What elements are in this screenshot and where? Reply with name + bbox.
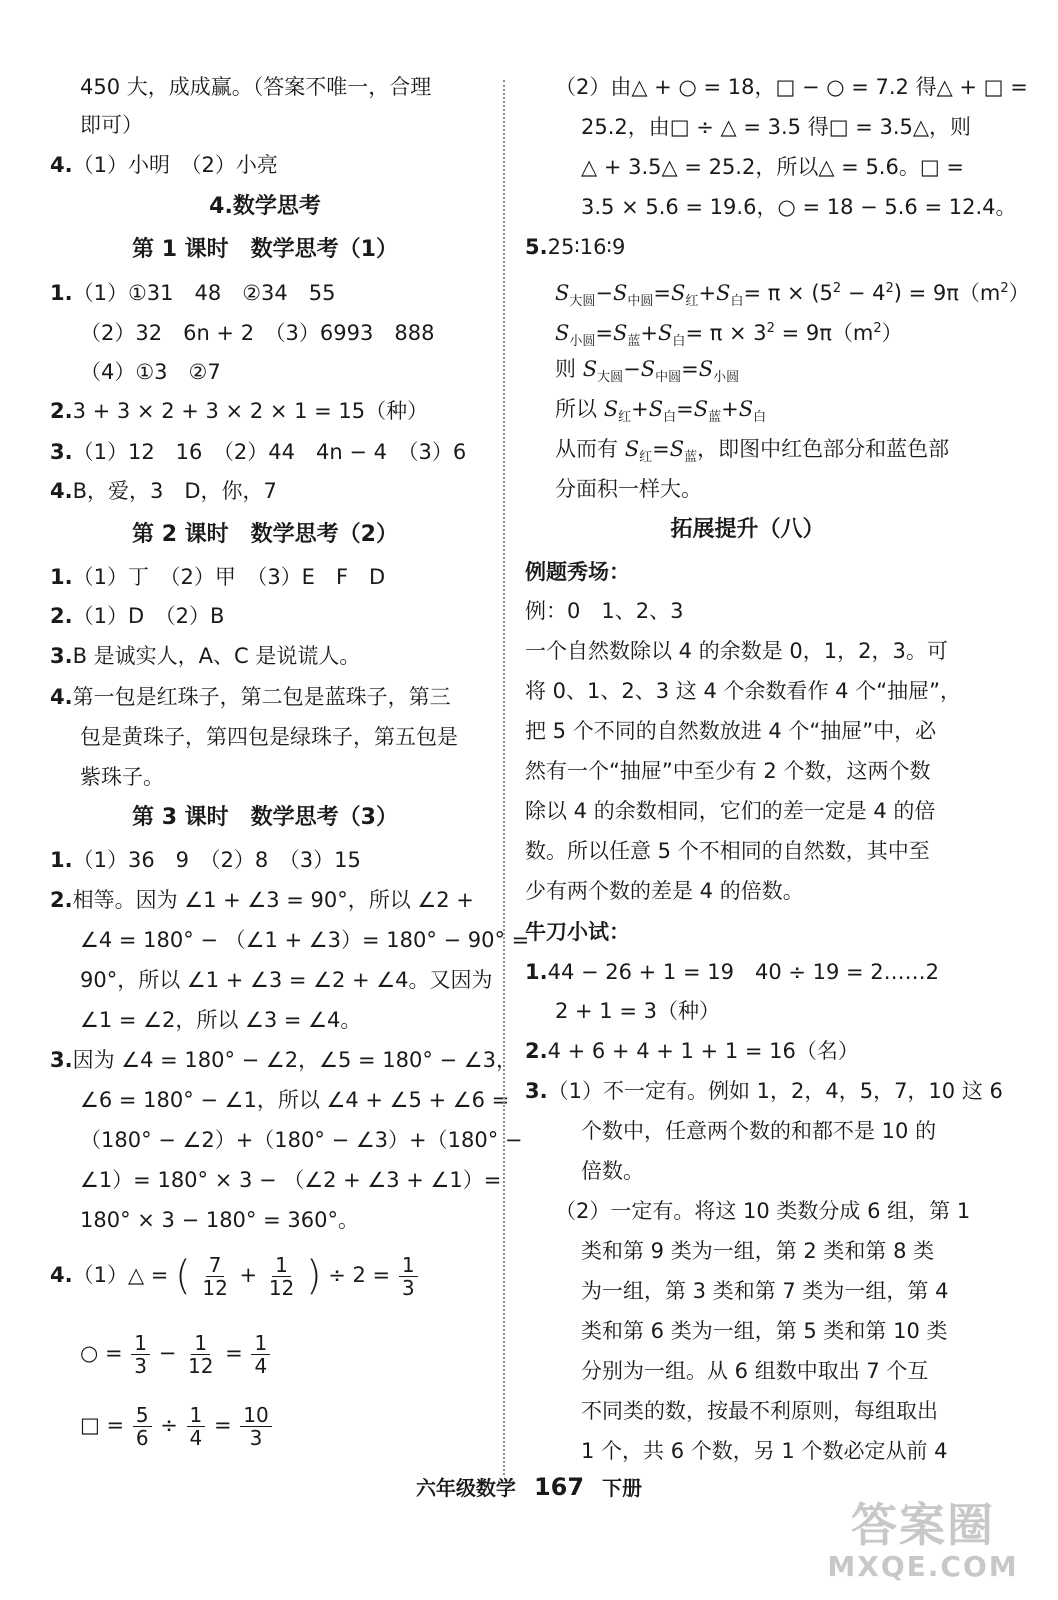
subscript: 大圆: [597, 370, 624, 386]
item-text: （1）36 9 （2）8 （3）15: [72, 848, 361, 872]
item-number: 2.: [50, 604, 73, 628]
answer-item: [50, 1045, 517, 1075]
answer-item: [525, 957, 939, 987]
page-footer: [0, 1472, 1058, 1501]
area-equation: [555, 274, 1030, 310]
grade-label: 六年级数学: [415, 1476, 516, 1500]
item-text: （1）12 16 （2）44 4n − 4 （3）6: [72, 440, 467, 464]
item-number: 1.: [50, 565, 73, 589]
subscript: 白: [730, 294, 744, 310]
subscript: 白: [672, 334, 686, 350]
answer-item: [50, 845, 361, 875]
equation-text: 则: [555, 357, 583, 381]
operator: +: [698, 281, 717, 305]
subscript: 小圆: [713, 370, 740, 386]
operator: +: [640, 321, 659, 345]
item-number: 2.: [50, 888, 73, 912]
text-line: （180° − ∠2）+（180° − ∠3）+（180° −: [80, 1128, 523, 1152]
numerator: 1: [131, 1332, 150, 1355]
answer-item: [50, 885, 474, 915]
answer-item: [525, 1076, 1003, 1106]
text-line: 为一组，第 3 类和第 7 类为一组，第 4: [581, 1279, 949, 1303]
column-divider: [503, 80, 505, 1475]
lesson-title: 第 3 课时 数学思考（3）: [132, 805, 398, 830]
equation-text: □ =: [80, 1413, 125, 1437]
text-line: 90°，所以 ∠1 + ∠3 = ∠2 + ∠4。又因为: [80, 968, 493, 992]
text-line: 紫珠子。: [80, 765, 164, 789]
answer-item: [50, 476, 277, 506]
denominator: 3: [249, 1425, 263, 1450]
subscript: 红: [639, 450, 653, 466]
item-text: B 是诚实人，A、C 是说谎人。: [72, 644, 361, 668]
superscript: 2: [766, 321, 775, 336]
answer-item: [50, 641, 360, 671]
text-line: 个数中，任意两个数的和都不是 10 的: [581, 1119, 937, 1143]
answer-item: [50, 278, 336, 308]
page-number: 167: [533, 1473, 585, 1501]
operator: −: [595, 281, 614, 305]
equation-text: ÷ 2 =: [328, 1263, 391, 1287]
symbol-s: S: [555, 281, 570, 305]
numerator: 1: [399, 1254, 418, 1277]
operator: =: [653, 281, 672, 305]
fraction: [399, 1254, 418, 1299]
symbol-s: S: [671, 281, 686, 305]
operator: =: [213, 1413, 232, 1437]
text-line: ∠1）= 180° × 3 − （∠2 + ∠3 + ∠1）=: [80, 1168, 502, 1192]
equation-text: = π × 3: [685, 321, 767, 345]
text-line: 例：0 1、2、3: [525, 599, 684, 623]
item-number: 4.: [50, 1263, 73, 1287]
fraction-equation: [80, 1326, 272, 1380]
item-number: 4.: [50, 685, 73, 709]
answer-item: [50, 396, 428, 426]
equation-text: = 9π（m: [774, 321, 874, 345]
denominator: 3: [134, 1353, 148, 1378]
answer-item: [50, 437, 466, 467]
operator: =: [595, 321, 614, 345]
fraction: [131, 1332, 150, 1377]
item-text: （1）①31 48 ②34 55: [72, 281, 336, 305]
answer-item: [525, 232, 625, 262]
operator: ÷: [160, 1413, 178, 1437]
text-line: 不同类的数，按最不利原则，每组取出: [581, 1399, 938, 1423]
equation-text: ○ =: [80, 1341, 123, 1365]
item-text: （1）丁 （2）甲 （3）E F D: [72, 565, 386, 589]
item-text: 相等。因为 ∠1 + ∠3 = 90°，所以 ∠2 +: [72, 888, 474, 912]
item-number: 3.: [50, 440, 73, 464]
text-line: 把 5 个不同的自然数放进 4 个“抽屉”中，必: [525, 719, 937, 743]
item-number: 2.: [525, 1039, 548, 1063]
symbol-s: S: [613, 281, 628, 305]
symbol-s: S: [648, 397, 664, 421]
denominator: 12: [188, 1353, 214, 1378]
denominator: 12: [202, 1275, 228, 1300]
denominator: 4: [254, 1353, 268, 1378]
answer-item: [50, 601, 224, 631]
item-number: 3.: [525, 1079, 548, 1103]
item-number: 1.: [525, 960, 548, 984]
subscript: 白: [663, 410, 677, 426]
section-title: 拓展提升（八）: [670, 517, 825, 542]
symbol-s: S: [624, 437, 640, 461]
text-line: （2）由△ + ○ = 18，□ − ○ = 7.2 得△ + □ =: [555, 75, 1028, 99]
subscript: 白: [753, 410, 767, 426]
subscript: 红: [618, 410, 632, 426]
text-line: ∠1 = ∠2，所以 ∠3 = ∠4。: [80, 1008, 362, 1032]
fraction: [187, 1404, 206, 1449]
operator: =: [676, 397, 694, 421]
area-equation: [555, 314, 903, 350]
denominator: 3: [401, 1275, 415, 1300]
text-line: （4）①3 ②7: [80, 360, 221, 384]
item-text: 44 − 26 + 1 = 19 40 ÷ 19 = 2……2: [547, 960, 940, 984]
text-line: 除以 4 的余数相同，它们的差一定是 4 的倍: [525, 799, 936, 823]
text-line: 将 0、1、2、3 这 4 个余数看作 4 个“抽屉”，: [525, 679, 961, 703]
area-equation: [555, 354, 739, 384]
symbol-s: S: [582, 357, 598, 381]
item-number: 3.: [50, 644, 73, 668]
watermark-title: 答案圈: [851, 1498, 995, 1552]
answer-item: [50, 682, 451, 712]
answer-item: [50, 562, 385, 592]
text-line: （2）一定有。将这 10 类数分成 6 组，第 1: [555, 1199, 971, 1223]
area-equation: [555, 434, 949, 464]
equation-text: ，即图中红色部分和蓝色部: [697, 437, 950, 461]
superscript: 2: [832, 281, 842, 296]
answer-item: [525, 1036, 859, 1066]
operator: =: [652, 437, 670, 461]
text-line: ∠4 = 180° − （∠1 + ∠3）= 180° − 90° =: [80, 928, 530, 952]
symbol-s: S: [555, 321, 570, 345]
text-line: 分面积一样大。: [555, 477, 702, 501]
answer-item: [50, 150, 278, 180]
symbol-s: S: [698, 357, 714, 381]
symbol-s: S: [738, 397, 754, 421]
fraction: [185, 1332, 216, 1377]
item-number: 5.: [525, 235, 548, 259]
superscript: 2: [1000, 281, 1009, 296]
equation-text: ）: [881, 321, 903, 345]
equation-text: = π × (5: [743, 281, 833, 305]
item-text: （1）小明 （2）小亮: [72, 153, 278, 177]
symbol-s: S: [669, 437, 685, 461]
text-line: 包是黄珠子，第四包是绿珠子，第五包是: [80, 725, 458, 749]
item-text: （1）D （2）B: [72, 604, 225, 628]
fraction-equation: [80, 1398, 274, 1452]
item-text: B，爱，3 D，你，7: [72, 479, 277, 503]
text-line: 然有一个“抽屉”中至少有 2 个数，这两个数: [525, 759, 931, 783]
equation-text: − 4: [841, 281, 886, 305]
denominator: 12: [268, 1275, 295, 1300]
subscript: 小圆: [569, 334, 596, 350]
operator: +: [721, 397, 739, 421]
symbol-s: S: [640, 357, 656, 381]
symbol-s: S: [613, 321, 628, 345]
lesson-title: 第 1 课时 数学思考（1）: [132, 237, 398, 262]
watermark-url: MXQE.COM: [827, 1550, 1019, 1583]
numerator: 7: [206, 1254, 225, 1277]
symbol-s: S: [716, 281, 731, 305]
denominator: 4: [189, 1425, 203, 1450]
item-number: 4.: [50, 479, 73, 503]
subscript: 中圆: [655, 370, 682, 386]
numerator: 1: [187, 1404, 206, 1427]
numerator: 1: [272, 1254, 291, 1277]
item-number: 2.: [50, 399, 73, 423]
operator: +: [239, 1263, 258, 1287]
text-line: 一个自然数除以 4 的余数是 0，1，2，3。可: [525, 639, 948, 663]
item-text: （1）不一定有。例如 1，2，4，5，7，10 这 6: [547, 1079, 1003, 1103]
text-line: 25.2，由□ ÷ △ = 3.5 得□ = 3.5△，则: [581, 115, 972, 139]
subscript: 蓝: [627, 334, 641, 350]
fraction: [266, 1254, 297, 1299]
subscript: 大圆: [569, 294, 596, 310]
item-text: 25∶16∶9: [547, 235, 626, 259]
item-text: 第一包是红珠子，第二包是蓝珠子，第三: [72, 685, 451, 709]
operator: =: [681, 357, 699, 381]
text-line: 倍数。: [581, 1159, 644, 1183]
equation-text: （1）△ =: [72, 1263, 169, 1287]
numerator: 10: [240, 1404, 271, 1427]
operator: −: [158, 1341, 177, 1365]
item-text: 3 + 3 × 2 + 3 × 2 × 1 = 15（种）: [72, 399, 429, 423]
text-line: 少有两个数的差是 4 的倍数。: [525, 879, 804, 903]
lesson-title: 第 2 课时 数学思考（2）: [132, 522, 398, 547]
symbol-s: S: [693, 397, 709, 421]
fraction: [240, 1404, 271, 1449]
numerator: 1: [251, 1332, 270, 1355]
item-text: 因为 ∠4 = 180° − ∠2，∠5 = 180° − ∠3，: [72, 1048, 517, 1072]
text-line: 数。所以任意 5 个不相同的自然数，其中至: [525, 839, 930, 863]
text-line: 类和第 9 类为一组，第 2 类和第 8 类: [581, 1239, 935, 1263]
symbol-s: S: [658, 321, 673, 345]
volume-label: 下册: [602, 1476, 643, 1500]
item-number: 3.: [50, 1048, 73, 1072]
section-title: 4.数学思考: [209, 194, 321, 219]
item-number: 1.: [50, 848, 73, 872]
left-paren: (: [175, 1253, 191, 1299]
fraction: [251, 1332, 270, 1377]
watermark-logo: [808, 1500, 1038, 1590]
text-line: 2 + 1 = 3（种）: [555, 999, 720, 1023]
equation-text: 从而有: [555, 437, 625, 461]
subscript: 蓝: [684, 450, 698, 466]
item-number: 1.: [50, 281, 73, 305]
superscript: 2: [885, 281, 894, 296]
text-line: 180° × 3 − 180° = 360°。: [80, 1208, 359, 1232]
subsection-label: 牛刀小试：: [525, 920, 630, 944]
operator: +: [631, 397, 649, 421]
equation-text: ）: [1008, 281, 1030, 305]
text-line: 类和第 6 类为一组，第 5 类和第 10 类: [581, 1319, 948, 1343]
fraction-equation: [50, 1248, 420, 1302]
subsection-label: 例题秀场：: [525, 560, 630, 584]
numerator: 5: [133, 1404, 152, 1427]
operator: −: [623, 357, 641, 381]
item-number: 4.: [50, 153, 73, 177]
text-line: 450 大，成成赢。（答案不唯一，合理: [80, 75, 432, 99]
denominator: 6: [135, 1425, 149, 1450]
area-equation: [555, 394, 766, 424]
operator: =: [225, 1341, 243, 1365]
fraction: [199, 1254, 230, 1299]
text-line: 分别为一组。从 6 组数中取出 7 个互: [581, 1359, 929, 1383]
text-line: 即可）: [80, 113, 143, 137]
numerator: 1: [191, 1332, 210, 1355]
superscript: 2: [873, 321, 882, 336]
text-line: （2）32 6n + 2 （3）6993 888: [80, 321, 435, 345]
equation-text: ) = 9π（m: [893, 281, 1001, 305]
subscript: 中圆: [627, 294, 654, 310]
symbol-s: S: [603, 397, 619, 421]
text-line: 1 个，共 6 个数，另 1 个数必定从前 4: [581, 1439, 948, 1463]
right-paren: ): [305, 1253, 322, 1299]
subscript: 蓝: [708, 410, 722, 426]
text-line: 3.5 × 5.6 = 19.6，○ = 18 − 5.6 = 12.4。: [581, 195, 1017, 219]
text-line: △ + 3.5△ = 25.2，所以△ = 5.6。□ =: [581, 155, 964, 179]
fraction: [133, 1404, 152, 1449]
equation-text: 所以: [555, 397, 604, 421]
subscript: 红: [685, 294, 699, 310]
item-text: 4 + 6 + 4 + 1 + 1 = 16（名）: [547, 1039, 859, 1063]
text-line: ∠6 = 180° − ∠1，所以 ∠4 + ∠5 + ∠6 =: [80, 1088, 510, 1112]
